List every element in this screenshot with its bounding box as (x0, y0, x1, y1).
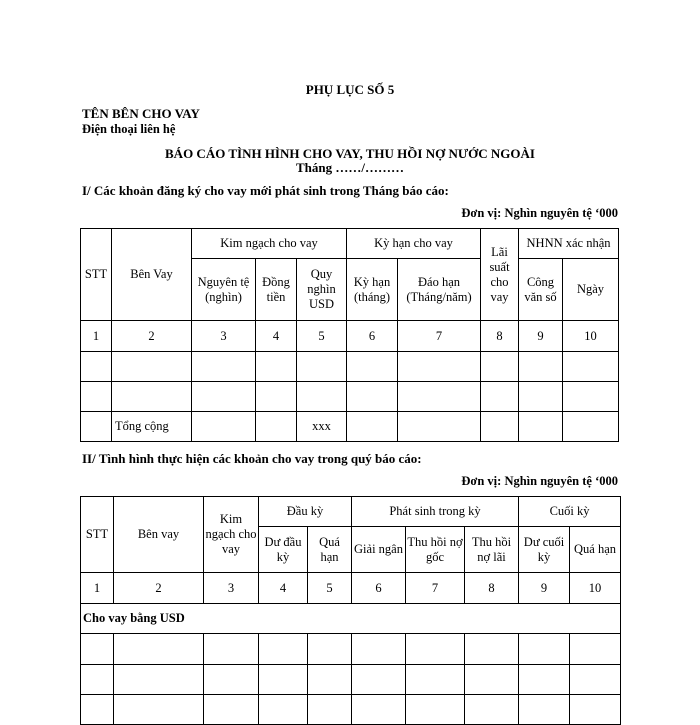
header-term-months: Kỳ hạn (tháng) (347, 259, 398, 321)
col-number: 10 (570, 573, 621, 604)
total-row (81, 412, 619, 442)
header-orig-currency: Nguyên tệ (nghìn) (192, 259, 256, 321)
header-date: Ngày (563, 259, 619, 321)
table-row (81, 634, 621, 665)
header-stt: STT (81, 229, 112, 321)
header-principal-recovered: Thu hồi nợ gốc (406, 527, 465, 573)
col-number: 4 (256, 321, 297, 352)
header-closing-balance: Dư cuối kỳ (519, 527, 570, 573)
header-opening-overdue: Quá hạn (308, 527, 352, 573)
header-term: Kỳ hạn cho vay (347, 229, 481, 259)
section1-heading: I/ Các khoản đăng ký cho vay mới phát sinh trong Tháng báo cáo: (82, 183, 449, 198)
col-number: 10 (563, 321, 619, 352)
total-usd-value: xxx (297, 412, 347, 442)
col-number: 5 (308, 573, 352, 604)
total-label: Tổng cộng (112, 412, 192, 442)
header-interest-recovered: Thu hồi nợ lãi (465, 527, 519, 573)
new-loans-table (80, 228, 619, 442)
header-closing: Cuối kỳ (519, 497, 621, 527)
col-number: 3 (204, 573, 259, 604)
col-number: 8 (465, 573, 519, 604)
col-number: 7 (398, 321, 481, 352)
col-number: 7 (406, 573, 465, 604)
appendix-title: PHỤ LỤC SỐ 5 (305, 82, 395, 97)
header-opening: Đầu kỳ (259, 497, 352, 527)
header-doc-no: Công văn số (519, 259, 563, 321)
col-number: 9 (519, 321, 563, 352)
header-borrower: Bên vay (114, 497, 204, 573)
col-number: 2 (114, 573, 204, 604)
header-currency: Đồng tiền (256, 259, 297, 321)
header-arising: Phát sinh trong kỳ (352, 497, 519, 527)
header-turnover: Kim ngạch cho vay (204, 497, 259, 573)
header-lender: Bên Vay (112, 229, 192, 321)
col-number: 2 (112, 321, 192, 352)
col-number: 1 (81, 573, 114, 604)
header-closing-overdue: Quá hạn (570, 527, 621, 573)
header-interest: Lãi suất cho vay (481, 229, 519, 321)
table-row (81, 352, 619, 382)
header-maturity: Đáo hạn (Tháng/năm) (398, 259, 481, 321)
loan-status-table (80, 496, 621, 725)
table-row (81, 695, 621, 725)
header-opening-balance: Dư đầu kỳ (259, 527, 308, 573)
header-disbursed: Giải ngân (352, 527, 406, 573)
col-number: 5 (297, 321, 347, 352)
header-turnover: Kim ngạch cho vay (192, 229, 347, 259)
header-stt: STT (81, 497, 114, 573)
lender-name: TÊN BÊN CHO VAY (82, 106, 200, 121)
col-number: 4 (259, 573, 308, 604)
usd-section-label: Cho vay bằng USD (81, 604, 621, 634)
col-number: 6 (352, 573, 406, 604)
col-number: 6 (347, 321, 398, 352)
header-usd: Quy nghìn USD (297, 259, 347, 321)
header-sbv: NHNN xác nhận (519, 229, 619, 259)
col-number: 3 (192, 321, 256, 352)
table-row (81, 382, 619, 412)
section2-heading: II/ Tình hình thực hiện các khoản cho vay trong quý báo cáo: (82, 451, 422, 466)
table-row (81, 665, 621, 695)
section2-unit: Đơn vị: Nghìn nguyên tệ ‘000 (461, 474, 618, 488)
col-number: 9 (519, 573, 570, 604)
month-line: Tháng ……/……… (296, 160, 404, 175)
phone-label: Điện thoại liên hệ (82, 122, 176, 136)
col-number: 1 (81, 321, 112, 352)
col-number: 8 (481, 321, 519, 352)
report-title: BÁO CÁO TÌNH HÌNH CHO VAY, THU HỒI NỢ NƯỚC NGOÀI (165, 146, 535, 161)
section1-unit: Đơn vị: Nghìn nguyên tệ ‘000 (461, 206, 618, 220)
